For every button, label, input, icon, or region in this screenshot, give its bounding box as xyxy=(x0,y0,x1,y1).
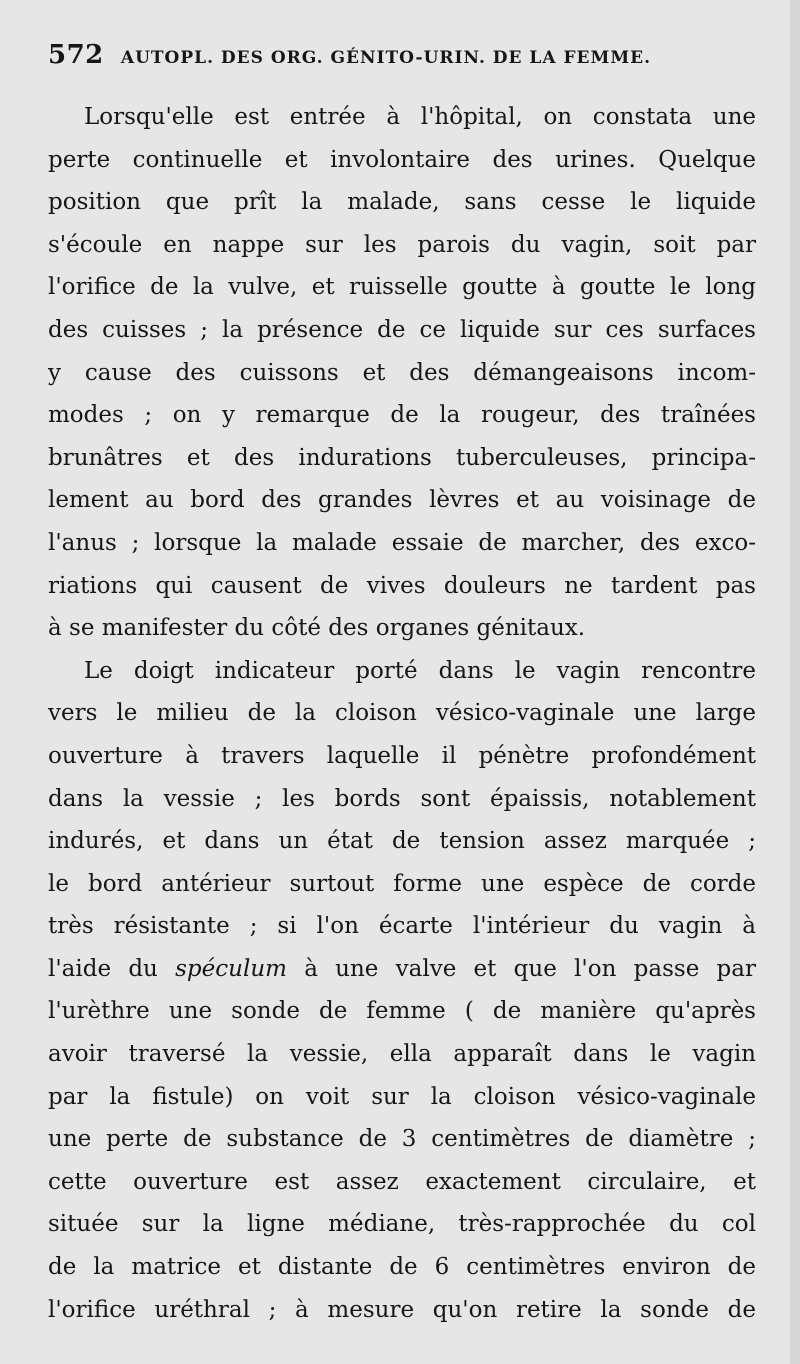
text-line: lement au bord des grandes lèvres et au voisinage de xyxy=(48,487,756,514)
text-line: position que prît la malade, sans cesse le liquide xyxy=(48,189,756,216)
paragraph-2 xyxy=(48,650,756,1332)
text-line: de la matrice et distante de 6 centimètres environ de xyxy=(48,1254,756,1281)
text-line: l'orifice uréthral ; à mesure qu'on retire la sonde de xyxy=(48,1296,756,1323)
scan-edge xyxy=(790,0,800,1364)
text-line: ouverture à travers laquelle il pénètre profondément xyxy=(48,742,756,769)
text-line: une perte de substance de 3 centimètres de diamètre ; xyxy=(48,1126,756,1153)
text-line: avoir traversé la vessie, ella apparaît dans le vagin xyxy=(48,1041,756,1068)
text-line: l'urèthre une sonde de femme ( de manière qu'après xyxy=(48,998,756,1025)
text-line: par la fistule) on voit sur la cloison vésico-vaginale xyxy=(48,1083,756,1110)
text-line: l'aide du spéculum à une valve et que l'on passe par xyxy=(48,955,756,982)
text-line: vers le milieu de la cloison vésico-vaginale une large xyxy=(48,700,756,727)
body-text xyxy=(48,96,756,1331)
page-header xyxy=(48,40,758,76)
page-number: 572 xyxy=(48,40,104,70)
text-line: Le doigt indicateur porté dans le vagin rencontre xyxy=(84,657,756,684)
text-line: l'anus ; lorsque la malade essaie de marcher, des exco- xyxy=(48,529,756,556)
text-line: s'écoule en nappe sur les parois du vagin, soit par xyxy=(48,231,756,258)
text-line: perte continuelle et involontaire des urines. Quelque xyxy=(48,146,756,173)
text-line: l'orifice de la vulve, et ruisselle goutte à goutte le long xyxy=(48,274,756,301)
text-line: riations qui causent de vives douleurs ne tardent pas xyxy=(48,572,756,599)
text-line: très résistante ; si l'on écarte l'intérieur du vagin à xyxy=(48,913,756,940)
text-line: le bord antérieur surtout forme une espèce de corde xyxy=(48,870,756,897)
text-line: dans la vessie ; les bords sont épaissis, notablement xyxy=(48,785,756,812)
text-line: indurés, et dans un état de tension assez marquée ; xyxy=(48,828,756,855)
text-line: à se manifester du côté des organes génitaux. xyxy=(48,615,586,642)
text-line: y cause des cuissons et des démangeaisons incom- xyxy=(48,359,756,386)
text-line: cette ouverture est assez exactement circulaire, et xyxy=(48,1168,756,1195)
text-line: modes ; on y remarque de la rougeur, des traînées xyxy=(48,402,756,429)
running-title: AUTOPL. DES ORG. GÉNITO-URIN. DE LA FEMME. xyxy=(120,48,652,68)
text-line: des cuisses ; la présence de ce liquide sur ces surfaces xyxy=(48,316,756,343)
paragraph-1 xyxy=(48,96,756,650)
text-line: Lorsqu'elle est entrée à l'hôpital, on constata une xyxy=(84,104,756,130)
italic-word: spéculum xyxy=(175,955,287,982)
text-line: brunâtres et des indurations tuberculeuses, principa- xyxy=(48,444,756,471)
text-line: située sur la ligne médiane, très-rapprochée du col xyxy=(48,1211,756,1238)
